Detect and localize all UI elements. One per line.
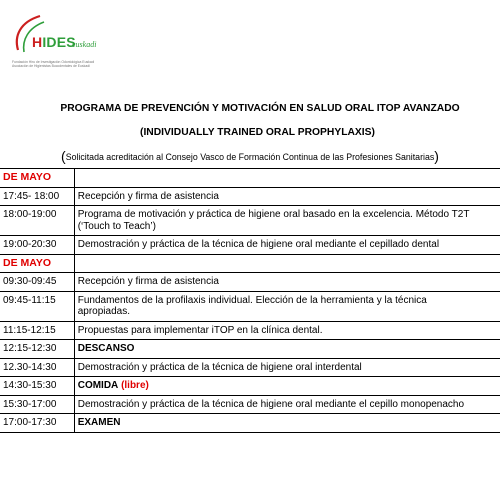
table-row (0, 321, 500, 340)
day-header-row (0, 254, 500, 273)
table-row (0, 414, 500, 433)
time-cell: 18:00-19:00 (0, 206, 74, 236)
page-subtitle (0, 127, 500, 138)
table-row (0, 358, 500, 377)
note-text: Solicitada acreditación al Consejo Vasco de Formación Continua de las Profesiones Sanitarias (65, 152, 435, 162)
activity-line: Fundamentos de la profilaxis individual. Elección de la herramienta y la técnica (77, 294, 427, 306)
logo-tagline-2: Asociación de Higienistas Bucodentales de Euskadi (12, 64, 90, 68)
time-cell: 12:15-12:30 (0, 340, 74, 359)
page-title-text: PROGRAMA DE PREVENCIÓN Y MOTIVACIÓN EN SALUD ORAL ITOP AVANZADO (60, 103, 460, 114)
activity-cell: DESCANSO (74, 340, 500, 359)
table-row (0, 377, 500, 396)
activity-cell: Demostración y práctica de la técnica de higiene oral mediante el cepillo monopenacho (74, 395, 500, 414)
activity-cell: Recepción y firma de asistencia (74, 273, 500, 292)
activity-text: COMIDA (77, 380, 119, 391)
day-header-blank (74, 169, 500, 188)
schedule-table (0, 168, 500, 433)
logo-des: IDES (42, 34, 76, 50)
table-row (0, 340, 500, 359)
note-close-paren: ) (434, 148, 439, 164)
activity-cell (74, 377, 500, 396)
activity-cell: Propuestas para implementar iTOP en la clínica dental. (74, 321, 500, 340)
time-cell: 14:30-15:30 (0, 377, 74, 396)
logo-tagline-1: Fundación Hiru de Investigación Odontológica Euskadi (12, 60, 94, 64)
table-row (0, 206, 500, 236)
page-subtitle-text: (INDIVIDUALLY TRAINED ORAL PROPHYLAXIS) (140, 127, 375, 138)
table-row (0, 187, 500, 206)
day-header-blank (74, 254, 500, 273)
table-row (0, 273, 500, 292)
time-cell: 19:00-20:30 (0, 236, 74, 255)
accreditation-note (0, 148, 500, 164)
logo-subtitle: euskadi (72, 40, 97, 49)
time-cell: 17:45- 18:00 (0, 187, 74, 206)
activity-line: apropiadas. (77, 306, 130, 317)
page-title (0, 103, 500, 114)
activity-line: Programa de motivación y práctica de higiene oral basado en la excelencia. Método T2T (77, 209, 470, 220)
activity-cell: EXAMEN (74, 414, 500, 433)
time-cell: 09:45-11:15 (0, 291, 74, 321)
day-label: DE MAYO (0, 169, 74, 188)
logo-h: H (32, 34, 43, 50)
time-cell: 09:30-09:45 (0, 273, 74, 292)
activity-cell: Recepción y firma de asistencia (74, 187, 500, 206)
logo-wordmark (32, 34, 76, 50)
activity-cell (74, 291, 500, 321)
time-cell: 11:15-12:15 (0, 321, 74, 340)
time-cell: 12.30-14:30 (0, 358, 74, 377)
table-row (0, 236, 500, 255)
activity-extra: (libre) (121, 380, 149, 391)
hides-logo (10, 14, 97, 84)
time-cell: 17:00-17:30 (0, 414, 74, 433)
activity-cell: Demostración y práctica de la técnica de higiene oral mediante el cepillado dental (74, 236, 500, 255)
table-row (0, 395, 500, 414)
note-open-paren: ( (61, 148, 66, 164)
day-label: DE MAYO (0, 254, 74, 273)
activity-line: (‘Touch to Teach’) (77, 220, 156, 232)
time-cell: 15:30-17:00 (0, 395, 74, 414)
day-header-row (0, 169, 500, 188)
table-row (0, 291, 500, 321)
activity-cell (74, 206, 500, 236)
activity-cell: Demostración y práctica de la técnica de higiene oral interdental (74, 358, 500, 377)
